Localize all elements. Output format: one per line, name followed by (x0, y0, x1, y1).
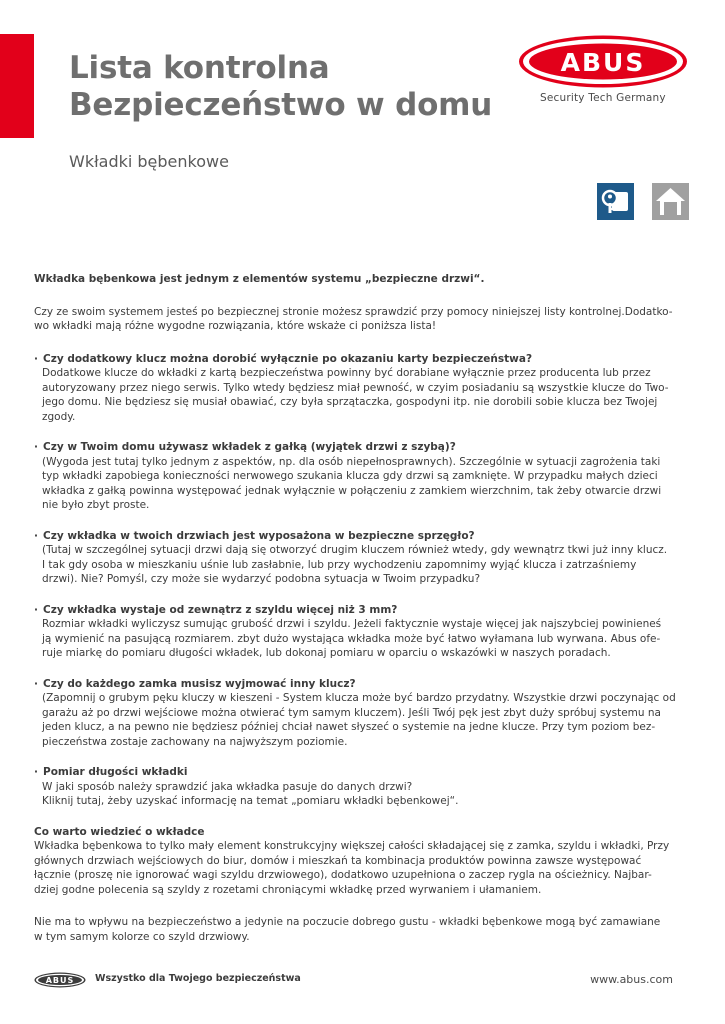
answer: (Zapomnij o grubym pęku kluczy w kieszeni - System klucza może być bardzo przydatny. Wszystkie drzwi poczynając od garażu aż po drzwi wejściowe można otwierać tym samym kluczem). Jeśli Twój pęk jest zbyt duży spróbuj systemu na jeden klucz, a na pewno nie będziesz później chciał nawet słyszeć o systemie na jedne klucze. Przy tym poziom bez- pieczeństwa zostaje zachowany na najwyższym poziomie. (42, 692, 676, 748)
bullet: · (34, 441, 38, 453)
answer: Dodatkowe klucze do wkładki z kartą bezpieczeństwa powinny być dorabiane wyłącznie przez producenta lub przez autoryzowany przez niego serwis. Tylko wtedy będziesz miał pewność, w czyim posiadaniu są wszystkie klucze do Two- jego domu. Nie będziesz się musiał obawiać, czy była sprzątaczka, gospodyni itp. nie dorobili sobie klucza bez Twojej zgody. (42, 367, 669, 423)
logo-tagline: Security Tech Germany (540, 92, 666, 104)
question: Pomiar długości wkładki (43, 766, 188, 778)
checklist-item (34, 603, 688, 661)
intro-text: Czy ze swoim systemem jesteś po bezpiecznej stronie możesz sprawdzić przy pomocy niniejszej listy kontrolnej.Dodatko- wo wkładki mają różne wygodne rozwiązania, które wskaże ci poniższa lista! (34, 305, 673, 332)
bullet: · (34, 766, 38, 778)
key-lock-icon (597, 183, 634, 220)
bullet: · (34, 352, 38, 365)
home-icon (652, 183, 689, 220)
page-title (69, 50, 492, 124)
section-body: Wkładka bębenkowa to tylko mały element konstrukcyjny większej całości składającej się z zamka, szyldu i wkładki, Przy głównych drzwiach wejściowych do biur, domów i mieszkań ta kombinacja produktów powinna zawsze występować łącznie (proszę nie ignorować wagi szyldu drzwiowego), dodatkowo uzupełniona o zaczep rygla na ościeżnicy. Najbar- dziej godne polecenia są szyldy z rozetami chroniącymi wkładkę przed wyrwaniem i ułamaniem. (34, 840, 670, 896)
footer-url[interactable]: www.abus.com (590, 973, 673, 986)
content (34, 272, 688, 944)
logo-text: ABUS (560, 48, 646, 77)
title-line-1: Lista kontrolna (69, 50, 330, 86)
abus-logo (517, 34, 689, 89)
checklist-item (34, 765, 688, 809)
footer-abus-logo (34, 972, 86, 988)
section-heading: Co warto wiedzieć o wkładce (34, 825, 205, 838)
question: Czy w Twoim domu używasz wkładek z gałką (wyjątek drzwi z szybą)? (43, 441, 456, 453)
checklist-item (34, 440, 688, 513)
checklist-item (34, 677, 688, 750)
question: Czy do każdego zamka musisz wyjmować inny klucz? (43, 677, 356, 690)
bullet: · (34, 603, 38, 616)
question: Czy dodatkowy klucz można dorobić wyłącznie po okazaniu karty bezpieczeństwa? (43, 352, 533, 365)
answer: Rozmiar wkładki wyliczysz sumując grubość drzwi i szyldu. Jeżeli faktycznie wystaje więcej jak najszybciej powinieneś ją wymienić na pasującą rozmiarem. zbyt dużo wystająca wkładka może być łatwo wyłamana lub wyrwana. Abus ofe- ruje miarkę do pomiaru długości wkładek, lub dokonaj pomiaru w oparciu o wskazówki w naszych poradach. (42, 618, 662, 659)
question: Czy wkładka w twoich drzwiach jest wyposażona w bezpieczne sprzęgło? (43, 529, 475, 542)
bullet: · (34, 677, 38, 690)
footer-logo-text: ABUS (45, 976, 75, 985)
measurement-link[interactable]: W jaki sposób należy sprawdzić jaka wkładka pasuje do danych drzwi? Kliknij tutaj, żeby uzyskać informację na temat „pomiaru wkładki bębenkowej“. (42, 780, 459, 807)
checklist-item (34, 352, 688, 425)
question: Czy wkładka wystaje od zewnątrz z szyldu więcej niż 3 mm? (43, 603, 398, 616)
footer-slogan: Wszystko dla Twojego bezpieczeństwa (95, 973, 301, 984)
answer: (Tutaj w szczególnej sytuacji drzwi dają się otworzyć drugim kluczem również wtedy, gdy wewnątrz tkwi już inny klucz. I tak gdy osoba w mieszkaniu uśnie lub zasłabnie, lub przy wychodzeniu zapomnimy wyjąć klucza i zatrzaśniemy drzwi). Nie? Pomyśl, czy może sie wydarzyć podobna sytuacja w Twoim przypadku? (42, 544, 668, 585)
checklist-item (34, 529, 688, 587)
page-subtitle: Wkładki bębenkowe (69, 152, 229, 171)
intro-heading: Wkładka bębenkowa jest jednym z elementów systemu „bezpieczne drzwi“. (34, 273, 485, 285)
answer: (Wygoda jest tutaj tylko jednym z aspektów, np. dla osób niepełnosprawnych). Szczególnie w sytuacji zagrożenia taki typ wkładki zapobiega konieczności nerwowego szukania klucza gdy drzwi są zamknięte. W przypadku małych dzieci wkładka z gałką powinna występować jednak wyłącznie w połączeniu z zamkiem wierzchnim, tak żeby otwarcie drzwi nie było zbyt proste. (42, 455, 662, 511)
bullet: · (34, 529, 38, 542)
title-line-2: Bezpieczeństwo w domu (69, 87, 493, 123)
closing-text: Nie ma to wpływu na bezpieczeństwo a jedynie na poczucie dobrego gustu - wkładki bębenkowe mogą być zamawiane w tym samym kolorze co szyld drzwiowy. (34, 916, 661, 943)
accent-bar (0, 34, 34, 138)
